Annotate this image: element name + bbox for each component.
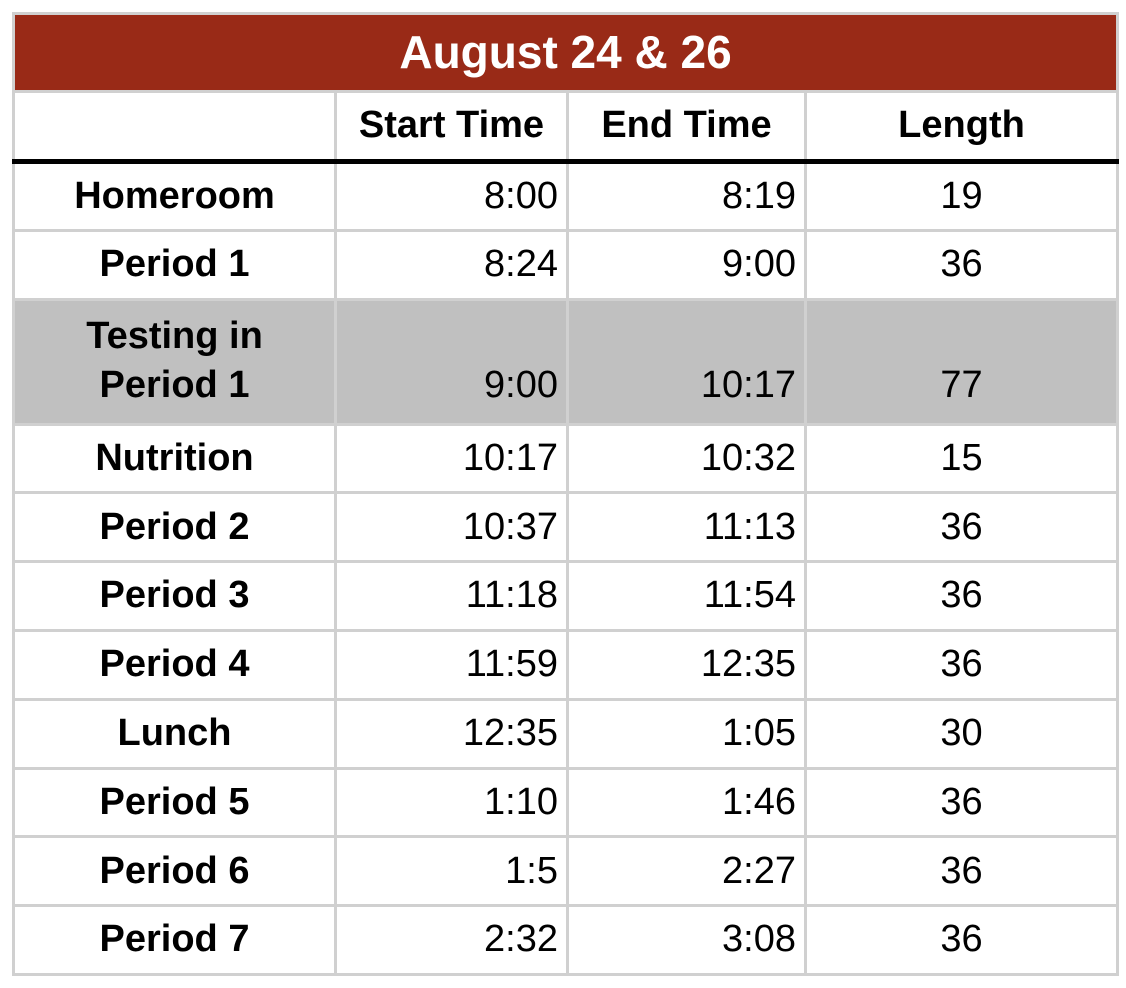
end-time: 12:35 xyxy=(568,630,806,699)
end-time: 10:32 xyxy=(568,424,806,493)
table-row xyxy=(14,230,1118,299)
end-time: 1:46 xyxy=(568,768,806,837)
table-row xyxy=(14,699,1118,768)
period-name: Testing in Period 1 xyxy=(14,299,336,424)
end-time: 1:05 xyxy=(568,699,806,768)
start-time: 12:35 xyxy=(336,699,568,768)
table-row xyxy=(14,768,1118,837)
table-row xyxy=(14,837,1118,906)
period-name: Period 6 xyxy=(14,837,336,906)
end-time: 8:19 xyxy=(568,162,806,231)
length: 36 xyxy=(806,630,1118,699)
period-name: Period 1 xyxy=(14,230,336,299)
table-row xyxy=(14,906,1118,975)
length: 36 xyxy=(806,837,1118,906)
end-time: 11:13 xyxy=(568,493,806,562)
start-time: 2:32 xyxy=(336,906,568,975)
period-name: Lunch xyxy=(14,699,336,768)
end-time: 11:54 xyxy=(568,562,806,631)
end-time: 2:27 xyxy=(568,837,806,906)
start-time: 8:00 xyxy=(336,162,568,231)
table-row xyxy=(14,493,1118,562)
start-time: 10:17 xyxy=(336,424,568,493)
length: 36 xyxy=(806,562,1118,631)
header-start-time: Start Time xyxy=(336,92,568,162)
period-name: Nutrition xyxy=(14,424,336,493)
length: 36 xyxy=(806,768,1118,837)
length: 36 xyxy=(806,230,1118,299)
header-row xyxy=(14,92,1118,162)
header-end-time: End Time xyxy=(568,92,806,162)
length: 30 xyxy=(806,699,1118,768)
length: 36 xyxy=(806,493,1118,562)
period-name: Period 4 xyxy=(14,630,336,699)
start-time: 1:5 xyxy=(336,837,568,906)
start-time: 1:10 xyxy=(336,768,568,837)
end-time: 3:08 xyxy=(568,906,806,975)
start-time: 11:59 xyxy=(336,630,568,699)
table-row-highlighted xyxy=(14,299,1118,424)
schedule-table xyxy=(12,12,1119,976)
period-name: Period 2 xyxy=(14,493,336,562)
start-time: 8:24 xyxy=(336,230,568,299)
header-period xyxy=(14,92,336,162)
length: 36 xyxy=(806,906,1118,975)
table-title: August 24 & 26 xyxy=(14,14,1118,92)
period-name: Period 5 xyxy=(14,768,336,837)
start-time: 9:00 xyxy=(336,299,568,424)
table-row xyxy=(14,630,1118,699)
table-row xyxy=(14,424,1118,493)
start-time: 11:18 xyxy=(336,562,568,631)
period-name: Period 3 xyxy=(14,562,336,631)
length: 77 xyxy=(806,299,1118,424)
header-length: Length xyxy=(806,92,1118,162)
start-time: 10:37 xyxy=(336,493,568,562)
period-name: Homeroom xyxy=(14,162,336,231)
length: 19 xyxy=(806,162,1118,231)
end-time: 9:00 xyxy=(568,230,806,299)
title-row xyxy=(14,14,1118,92)
table-row xyxy=(14,162,1118,231)
length: 15 xyxy=(806,424,1118,493)
end-time: 10:17 xyxy=(568,299,806,424)
table-row xyxy=(14,562,1118,631)
period-name: Period 7 xyxy=(14,906,336,975)
